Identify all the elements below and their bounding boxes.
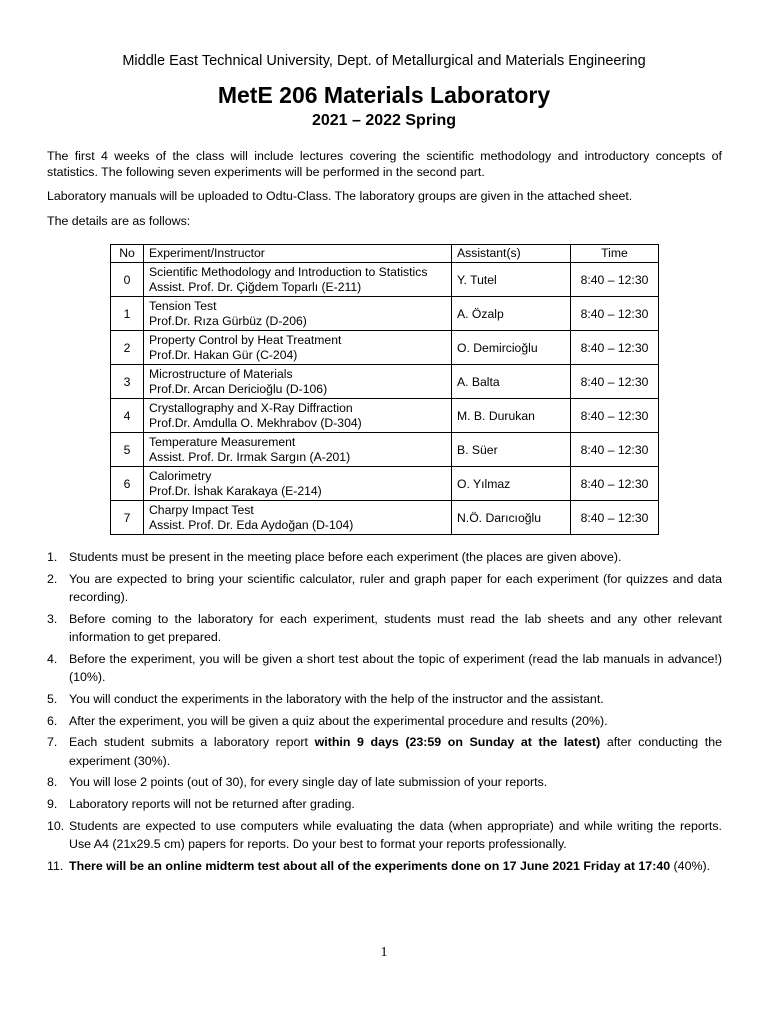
rule-text: Students must be present in the meeting place before each experiment (the places are given above).	[69, 550, 622, 564]
rule-item	[47, 817, 722, 853]
row-experiment-cell	[144, 263, 452, 297]
row-assistant: A. Balta	[452, 365, 571, 399]
row-experiment-cell	[144, 433, 452, 467]
rule-text: Before coming to the laboratory for each experiment, students must read the lab sheets and any other relevant information to get prepared.	[69, 611, 722, 644]
row-number: 4	[111, 399, 144, 433]
row-number: 0	[111, 263, 144, 297]
rule-number: 3.	[47, 611, 58, 626]
rule-number: 2.	[47, 571, 58, 586]
row-assistant: M. B. Durukan	[452, 399, 571, 433]
rule-number: 4.	[47, 651, 58, 666]
table-row	[111, 297, 659, 331]
experiment-name: Calorimetry	[149, 468, 212, 483]
rule-item	[47, 690, 722, 708]
row-experiment-cell	[144, 501, 452, 535]
instructor-name: Prof.Dr. Hakan Gür (C-204)	[149, 347, 298, 362]
rule-item	[47, 570, 722, 606]
rule-item	[47, 857, 722, 875]
experiment-name: Property Control by Heat Treatment	[149, 332, 342, 347]
table-row	[111, 467, 659, 501]
instructor-name: Prof.Dr. Rıza Gürbüz (D-206)	[149, 313, 307, 328]
instructor-name: Prof.Dr. İshak Karakaya (E-214)	[149, 483, 322, 498]
rule-number: 5.	[47, 691, 58, 706]
table-row	[111, 365, 659, 399]
row-experiment-cell	[144, 297, 452, 331]
table-body	[111, 263, 659, 535]
table-row	[111, 433, 659, 467]
table-header-row	[111, 245, 659, 263]
rule-text: Laboratory reports will not be returned after grading.	[69, 797, 355, 812]
header-experiment: Experiment/Instructor	[144, 245, 452, 263]
intro-paragraph-3: The details are as follows:	[47, 214, 191, 228]
rule-number: 9.	[47, 797, 58, 812]
rule-bold-text: within 9 days (23:59 on Sunday at the latest)	[314, 735, 601, 750]
rule-item	[47, 610, 722, 646]
instructor-name: Prof.Dr. Amdulla O. Mekhrabov (D-304)	[149, 415, 362, 430]
table-row	[111, 331, 659, 365]
rule-text: You will lose 2 points (out of 30), for every single day of late submission of your reports.	[69, 775, 548, 790]
row-assistant: A. Özalp	[452, 297, 571, 331]
experiment-name: Tension Test	[149, 298, 217, 313]
rule-item	[47, 650, 722, 686]
row-assistant: Y. Tutel	[452, 263, 571, 297]
header-assistant: Assistant(s)	[452, 245, 571, 263]
rule-number: 1.	[47, 550, 58, 564]
row-number: 5	[111, 433, 144, 467]
rule-text: After the experiment, you will be given a quiz about the experimental procedure and results (20%).	[69, 713, 608, 728]
row-assistant: O. Demircioğlu	[452, 331, 571, 365]
intro-paragraph-2: Laboratory manuals will be uploaded to Odtu-Class. The laboratory groups are given in the attached sheet.	[47, 189, 633, 203]
row-experiment-cell	[144, 399, 452, 433]
rule-text-after: (40%).	[670, 858, 711, 873]
header-no: No	[111, 245, 144, 263]
row-time: 8:40 – 12:30	[571, 263, 659, 297]
experiment-name: Charpy Impact Test	[149, 502, 254, 517]
rule-item	[47, 773, 722, 791]
row-time: 8:40 – 12:30	[571, 433, 659, 467]
rule-number: 8.	[47, 775, 58, 790]
instructor-name: Assist. Prof. Dr. Eda Aydoğan (D-104)	[149, 517, 354, 532]
row-experiment-cell	[144, 365, 452, 399]
table-row	[111, 399, 659, 433]
rule-number: 11.	[47, 858, 64, 873]
experiment-name: Temperature Measurement	[149, 434, 296, 449]
row-experiment-cell	[144, 331, 452, 365]
row-assistant: B. Süer	[452, 433, 571, 467]
row-time: 8:40 – 12:30	[571, 399, 659, 433]
experiments-table	[110, 244, 659, 535]
row-assistant: N.Ö. Darıcıoğlu	[452, 501, 571, 535]
header-time: Time	[571, 245, 659, 263]
rule-text: You are expected to bring your scientific calculator, ruler and graph paper for each experiment (for quizzes and data recording).	[69, 571, 722, 604]
row-number: 1	[111, 297, 144, 331]
row-number: 6	[111, 467, 144, 501]
rule-text-before: Each student submits a laboratory report	[69, 735, 315, 750]
rule-text: Students are expected to use computers while evaluating the data (when appropriate) and while writing the reports. Use A4 (21x29.5 cm) papers for reports. Do your best to format your reports professionally.	[69, 818, 722, 852]
rule-item	[47, 548, 722, 566]
rule-text-after: after conducting the experiment (30%).	[69, 735, 723, 768]
rule-text: You will conduct the experiments in the laboratory with the help of the instructor and the assistant.	[69, 691, 604, 706]
experiment-name: Microstructure of Materials	[149, 366, 293, 381]
instructor-name: Prof.Dr. Arcan Dericioğlu (D-106)	[149, 381, 328, 396]
rule-number: 6.	[47, 713, 58, 728]
instructor-name: Assist. Prof. Dr. Irmak Sargın (A-201)	[149, 449, 351, 464]
rule-bold-text: There will be an online midterm test about all of the experiments done on 17 June 2021 Friday at 17:40	[69, 858, 671, 873]
page-number: 1	[380, 945, 388, 960]
row-time: 8:40 – 12:30	[571, 501, 659, 535]
row-time: 8:40 – 12:30	[571, 467, 659, 501]
rule-item	[47, 712, 722, 730]
table-row	[111, 501, 659, 535]
row-time: 8:40 – 12:30	[571, 297, 659, 331]
instructor-name: Assist. Prof. Dr. Çiğdem Toparlı (E-211)	[149, 279, 362, 294]
rule-item	[47, 795, 722, 813]
rule-number: 7.	[47, 735, 58, 750]
intro-paragraph-1: The first 4 weeks of the class will include lectures covering the scientific methodology and introductory concepts of statistics. The following seven experiments will be performed in the second part.	[47, 149, 722, 179]
row-experiment-cell	[144, 467, 452, 501]
row-number: 2	[111, 331, 144, 365]
rule-number: 10.	[47, 818, 65, 833]
experiment-name: Scientific Methodology and Introduction to Statistics	[149, 264, 428, 279]
department-heading: Middle East Technical University, Dept. of Metallurgical and Materials Engineering	[122, 53, 646, 69]
rules-list	[47, 548, 722, 879]
row-number: 7	[111, 501, 144, 535]
row-assistant: O. Yılmaz	[452, 467, 571, 501]
course-title: MetE 206 Materials Laboratory	[217, 82, 551, 108]
term-subtitle: 2021 – 2022 Spring	[311, 112, 457, 129]
row-time: 8:40 – 12:30	[571, 365, 659, 399]
row-time: 8:40 – 12:30	[571, 331, 659, 365]
experiment-name: Crystallography and X-Ray Diffraction	[149, 400, 353, 415]
rule-text: Before the experiment, you will be given a short test about the topic of experiment (read the lab manuals in advance!) (10%).	[69, 651, 722, 684]
table-row	[111, 263, 659, 297]
row-number: 3	[111, 365, 144, 399]
rule-item	[47, 733, 722, 769]
